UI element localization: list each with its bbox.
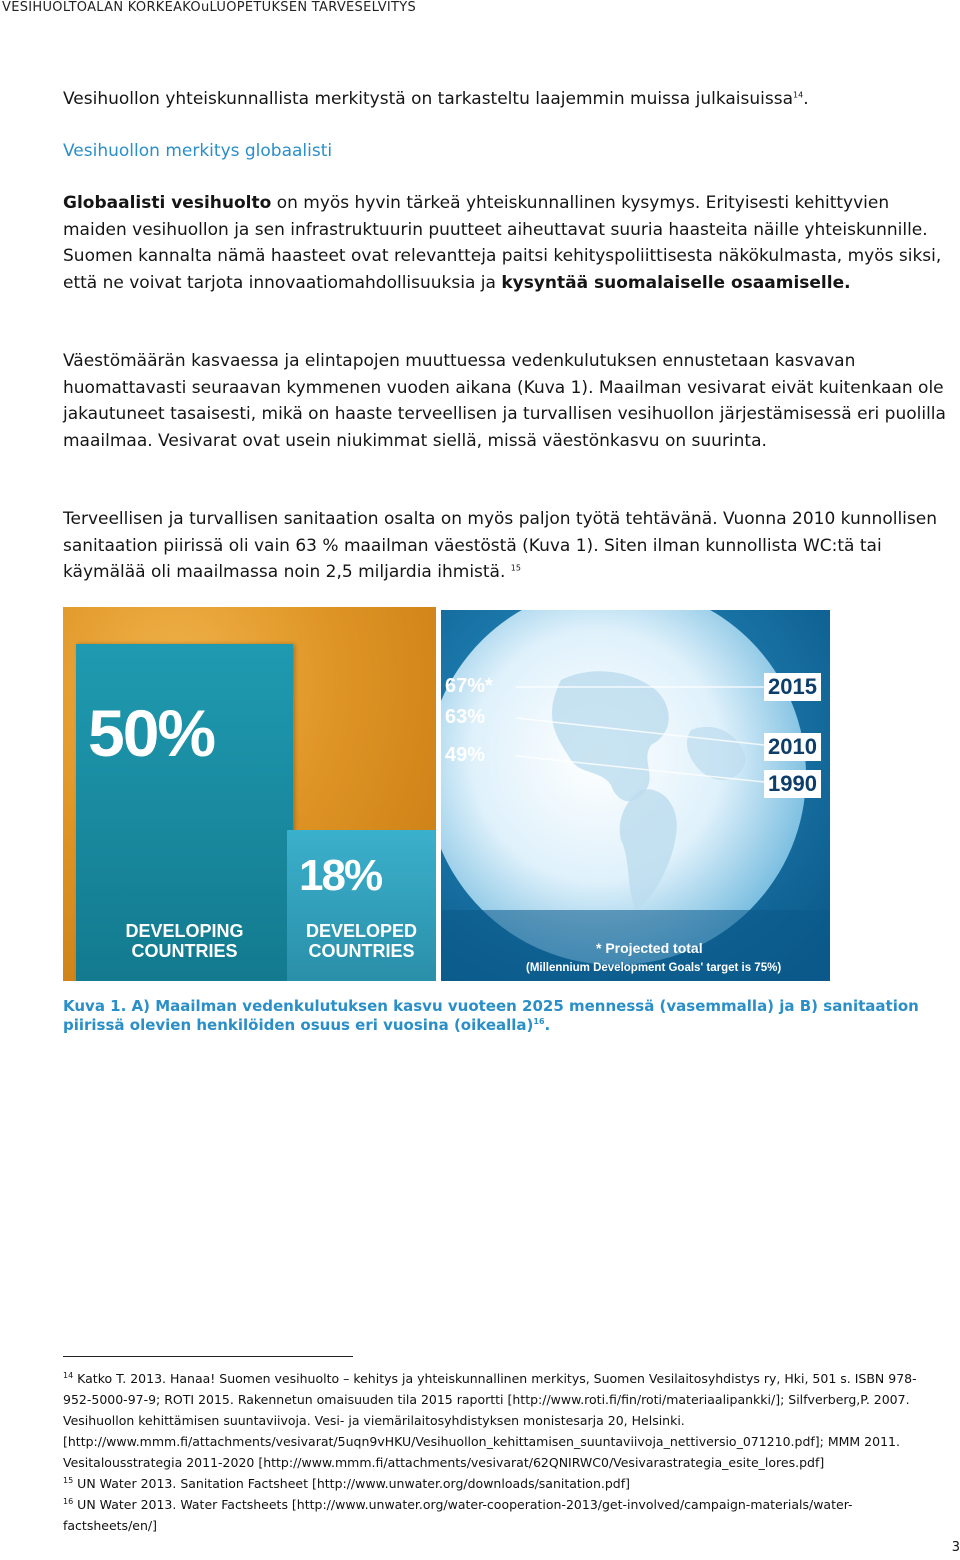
developing-label-line2: COUNTRIES bbox=[131, 941, 238, 961]
stat-2010: 63% bbox=[445, 706, 486, 728]
figure-caption bbox=[63, 997, 943, 1035]
developing-label bbox=[76, 921, 293, 961]
developing-percent: 50% bbox=[88, 696, 215, 770]
bold-emphasis: kysyntää suomalaiselle osaamiselle. bbox=[501, 272, 851, 293]
footnote-text: Katko T. 2013. Hanaa! Suomen vesihuolto – kehitys ja yhteiskunnallinen merkitys, Suomen Vesilaitosyhdistys ry, Hki, 501 s. ISBN 978-952-5000-97-9; ROTI 2015. Rakennetun omaisuuden tila 2015 raportti [http://www.roti.fi/fin/roti/materiaalipankki/]; Silfverberg,P. 2007. Vesihuollon kehittämisen suuntaviivoja. Vesi- ja viemärilaitosyhdistyksen monistesarja 20, Helsinki. [http://www.mmm.fi/attachments/vesivarat/5uqn9vHKU/Vesihuollon_kehittamisen_suuntaviivoja_nettiversio_071210.pdf]; MMM 2011. Vesitalousstrategia 2011-2020 [http://www.mmm.fi/attachments/vesivarat/62QNIRWC0/Vesivarastrategia_esite_lores.pdf] bbox=[63, 1371, 917, 1470]
paragraph-text: Terveellisen ja turvallisen sanitaation osalta on myös paljon työtä tehtävänä. Vuonna 2010 kunnollisen sanitaation piirissä oli vain 63 % maailman väestöstä (Kuva 1). Siten ilman kunnollista WC:tä tai käymälää oli maailmassa noin 2,5 miljardia ihmistä. bbox=[63, 509, 937, 582]
caption-end: . bbox=[544, 1016, 551, 1034]
running-header: VESIHUOLTOALAN KORKEAKOuLUOPETUKSEN TARVESELVITYS bbox=[2, 0, 417, 15]
projected-note: * Projected total bbox=[596, 940, 703, 956]
year-1990: 1990 bbox=[764, 770, 821, 798]
developed-label bbox=[287, 921, 436, 961]
section-heading-link[interactable]: Vesihuollon merkitys globaalisti bbox=[63, 141, 333, 161]
footnote-number: 14 bbox=[63, 1370, 74, 1380]
paragraph-text: on myös hyvin tärkeä yhteiskunnallinen kysymys. Erityisesti kehittyvien maiden vesihuollon ja sen infrastruktuurin puutteet aiheuttavat suuria haasteita näille yhteiskunnille. Suomen kannalta nämä haasteet ovat relevantteja paitsi kehityspoliittisesta näkökulmasta, myös siksi, että ne voivat tarjota innovaatiomahdollisuuksia ja bbox=[63, 193, 942, 293]
footnote-number: 15 bbox=[63, 1475, 74, 1485]
figure-water-consumption bbox=[63, 607, 436, 981]
footnote-divider bbox=[63, 1356, 353, 1357]
footnote-ref-15[interactable]: 15 bbox=[510, 563, 521, 573]
page-number: 3 bbox=[951, 1540, 960, 1555]
footnote-ref-14[interactable]: 14 bbox=[793, 90, 804, 100]
figure-sanitation-globe bbox=[441, 610, 830, 981]
footnote-ref-16[interactable]: 16 bbox=[533, 1017, 545, 1026]
footnote-14 bbox=[63, 1368, 943, 1473]
paragraph-global-water bbox=[63, 190, 955, 296]
footnote-number: 16 bbox=[63, 1496, 74, 1506]
developed-label-line1: DEVELOPED bbox=[305, 921, 418, 941]
year-2015: 2015 bbox=[764, 673, 821, 701]
caption-text: Kuva 1. A) Maailman vedenkulutuksen kasvu vuoteen 2025 mennessä (vasemmalla) ja B) sanitaation piirissä olevien henkilöiden osuus eri vuosina (oikealla) bbox=[63, 997, 919, 1034]
paragraph-population: Väestömäärän kasvaessa ja elintapojen muuttuessa vedenkulutuksen ennustetaan kasvavan huomattavasti seuraavan kymmenen vuoden aikana (Kuva 1). Maailman vesivarat eivät kuitenkaan ole jakautuneet tasaisesti, mikä on haaste terveellisen ja turvallisen vesihuollon järjestämisessä eri puolilla maailmaa. Vesivarat ovat usein niukimmat siellä, missä väestönkasvu on suurinta. bbox=[63, 351, 946, 451]
stat-2015: 67%* bbox=[445, 675, 493, 697]
intro-text: Vesihuollon yhteiskunnallista merkitystä on tarkasteltu laajemmin muissa julkaisuissa bbox=[63, 89, 793, 109]
year-2010: 2010 bbox=[764, 733, 821, 761]
developing-label-line1: DEVELOPING bbox=[125, 921, 244, 941]
bold-lead: Globaalisti vesihuolto bbox=[63, 193, 272, 213]
intro-paragraph bbox=[63, 86, 955, 113]
paragraph-sanitation bbox=[63, 506, 955, 586]
mdg-target-note: (Millennium Development Goals' target is 75%) bbox=[526, 962, 782, 974]
intro-end: . bbox=[803, 89, 809, 109]
footnote-16 bbox=[63, 1494, 943, 1536]
stat-1990: 49% bbox=[445, 744, 486, 766]
footnote-text: UN Water 2013. Water Factsheets [http://www.unwater.org/water-cooperation-2013/get-involved/campaign-materials/water-factsheets/en/] bbox=[63, 1497, 853, 1533]
footnote-text: UN Water 2013. Sanitation Factsheet [http://www.unwater.org/downloads/sanitation.pdf] bbox=[77, 1476, 630, 1491]
footnotes bbox=[63, 1368, 943, 1536]
footnote-15 bbox=[63, 1473, 943, 1494]
developed-label-line2: COUNTRIES bbox=[308, 941, 415, 961]
developed-percent: 18% bbox=[299, 851, 382, 900]
